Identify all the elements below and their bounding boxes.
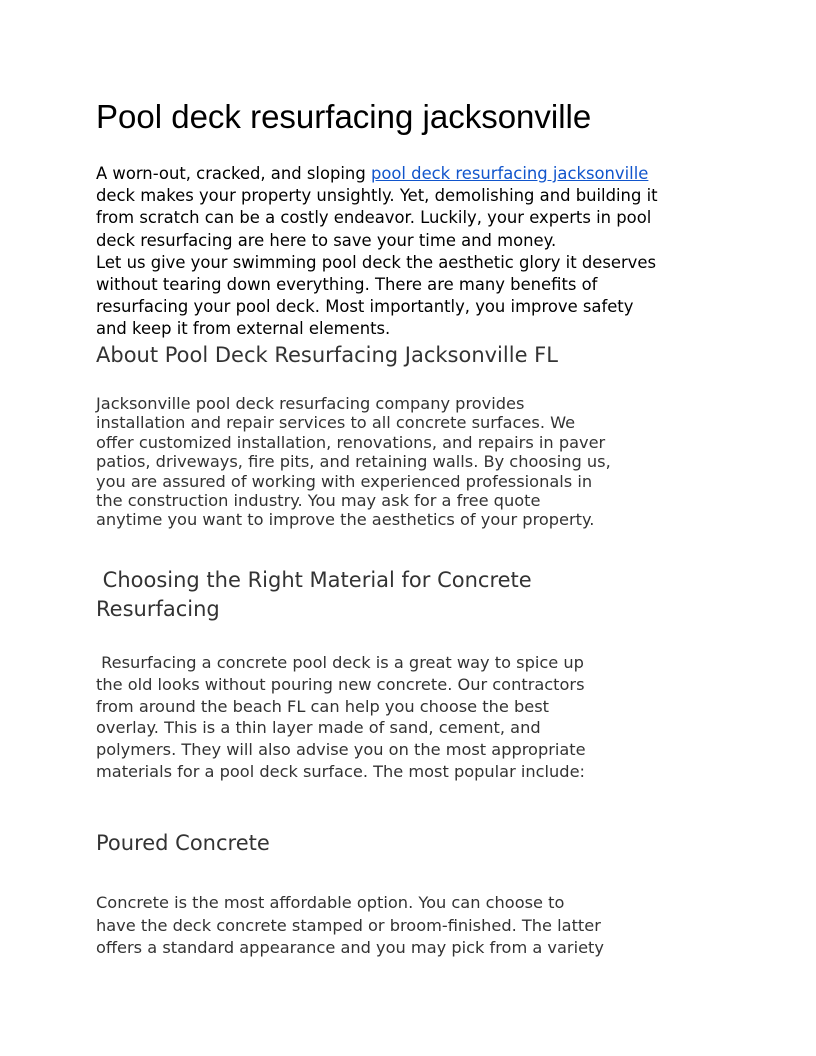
- material-line: the old looks without pouring new concrete. Our contractors: [96, 674, 585, 694]
- material-line: from around the beach FL can help you choose the best: [96, 696, 550, 716]
- poured-concrete-heading: Poured Concrete: [96, 831, 270, 855]
- about-line: offer customized installation, renovations, and repairs in paver: [96, 432, 606, 452]
- about-paragraph: [96, 394, 676, 530]
- poured-concrete-paragraph: [96, 892, 676, 960]
- about-heading: About Pool Deck Resurfacing Jacksonville FL: [96, 343, 558, 367]
- about-line: anytime you want to improve the aesthetics of your property.: [96, 510, 595, 530]
- about-line: you are assured of working with experienced professionals in: [96, 471, 593, 491]
- material-paragraph: [96, 652, 656, 783]
- material-heading: [96, 566, 656, 623]
- intro-line: deck resurfacing are here to save your time and money.: [96, 230, 557, 250]
- poured-line: have the deck concrete stamped or broom-finished. The latter: [96, 915, 601, 935]
- material-line: overlay. This is a thin layer made of sand, cement, and: [96, 718, 541, 738]
- material-heading-line: Choosing the Right Material for Concrete: [96, 568, 532, 592]
- material-heading-line: Resurfacing: [96, 596, 220, 621]
- poured-line: Concrete is the most affordable option. You can choose to: [96, 893, 565, 912]
- about-line: patios, driveways, fire pits, and retaining walls. By choosing us,: [96, 452, 611, 472]
- intro-line: and keep it from external elements.: [96, 319, 391, 339]
- about-line: Jacksonville pool deck resurfacing company provides: [96, 394, 525, 413]
- intro-line: resurfacing your pool deck. Most importantly, you improve safety: [96, 297, 634, 317]
- material-line: Resurfacing a concrete pool deck is a great way to spice up: [96, 653, 584, 672]
- intro-line: from scratch can be a costly endeavor. Luckily, your experts in pool: [96, 208, 652, 228]
- poured-line: offers a standard appearance and you may pick from a variety: [96, 938, 604, 958]
- material-line: polymers. They will also advise you on the most appropriate: [96, 740, 586, 760]
- page-title: Pool deck resurfacing jacksonville: [96, 98, 592, 135]
- intro-line: deck makes your property unsightly. Yet, demolishing and building it: [96, 186, 658, 206]
- intro-text-start: A worn-out, cracked, and sloping: [96, 164, 371, 183]
- pool-deck-resurfacing-link[interactable]: pool deck resurfacing jacksonville: [370, 164, 649, 183]
- material-line: materials for a pool deck surface. The most popular include:: [96, 761, 585, 781]
- intro-paragraph: [96, 163, 726, 341]
- intro-line: without tearing down everything. There are many benefits of: [96, 275, 598, 295]
- intro-line: Let us give your swimming pool deck the aesthetic glory it deserves: [96, 252, 657, 272]
- about-line: installation and repair services to all concrete surfaces. We: [96, 413, 576, 433]
- about-line: the construction industry. You may ask for a free quote: [96, 491, 541, 511]
